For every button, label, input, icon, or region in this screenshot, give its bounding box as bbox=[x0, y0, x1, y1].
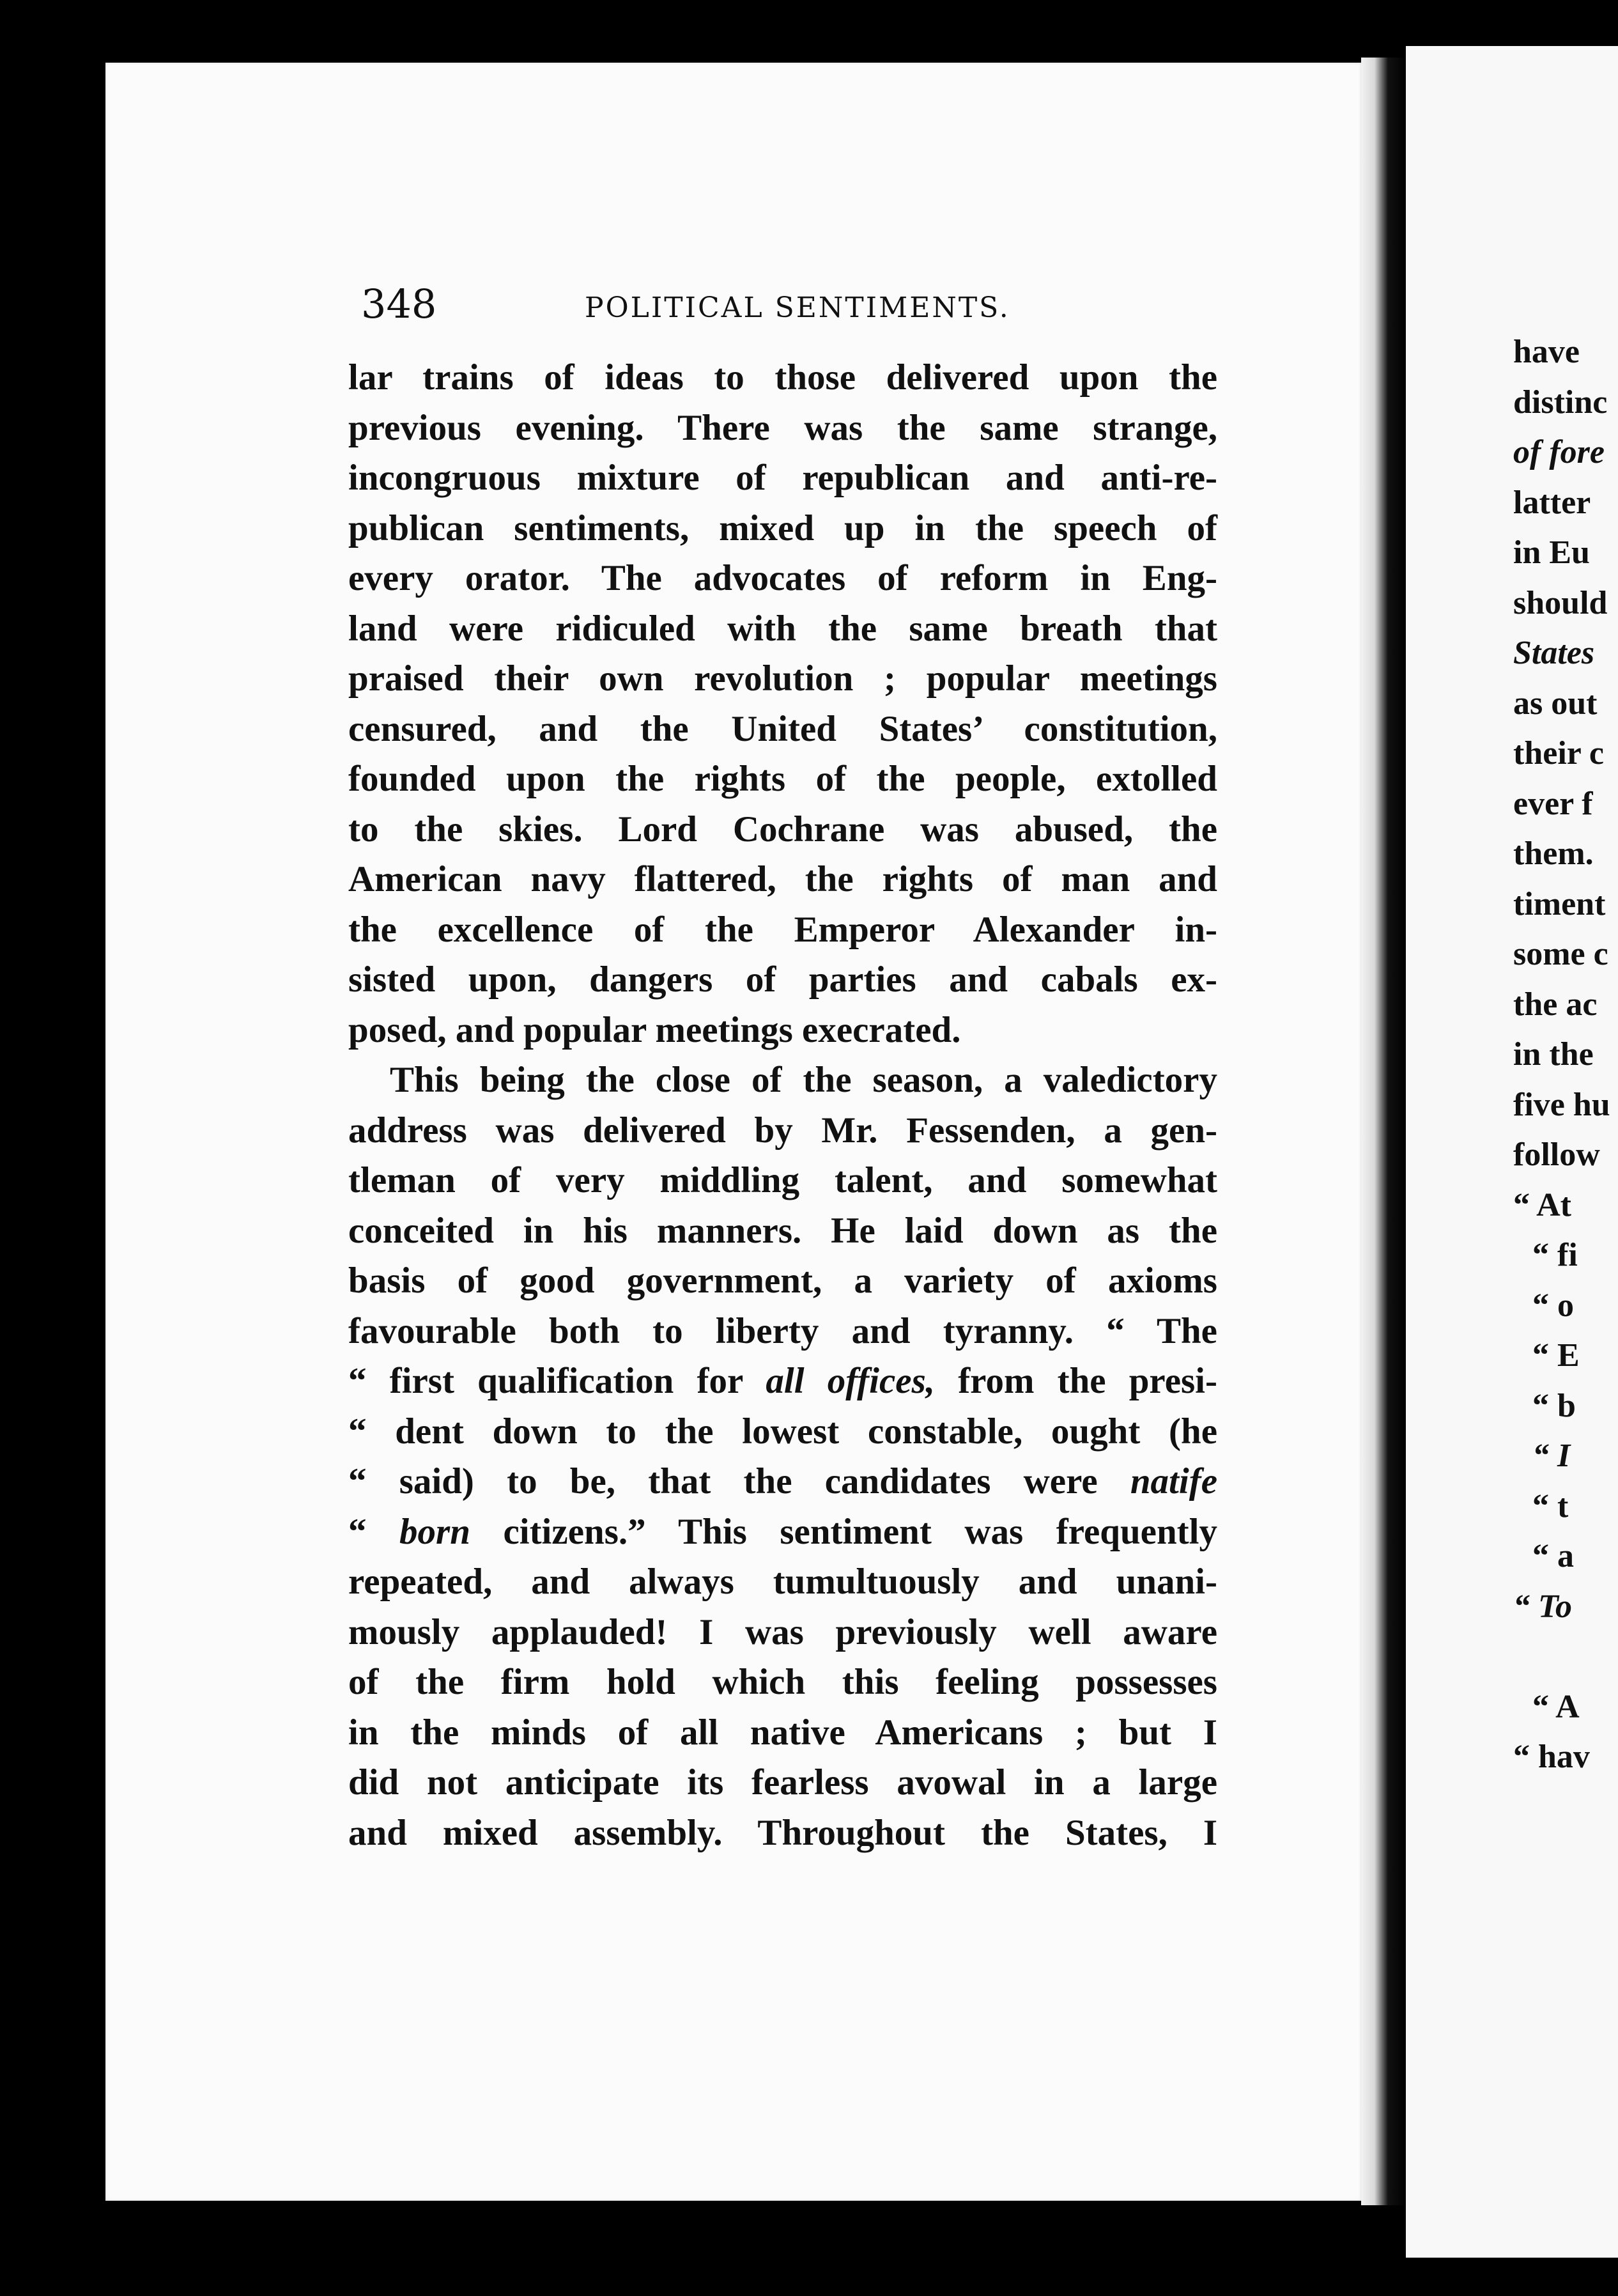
body-text bbox=[348, 353, 1217, 1858]
facing-line: their c bbox=[1513, 735, 1604, 772]
facing-line: follow bbox=[1513, 1136, 1600, 1173]
facing-line: them. bbox=[1513, 835, 1594, 872]
italic-natife: natife bbox=[1130, 1461, 1217, 1501]
facing-line: “ hav bbox=[1513, 1739, 1590, 1775]
text-line: incongruous mixture of republican and anti-re- bbox=[348, 458, 1217, 498]
italic-offices: all offices, bbox=[766, 1361, 936, 1401]
facing-line: States bbox=[1513, 635, 1595, 671]
facing-line: timent bbox=[1513, 885, 1606, 922]
facing-line: distinc bbox=[1513, 384, 1608, 421]
text-line: previous evening. There was the same strange, bbox=[348, 407, 1217, 448]
text-line: “ dent down to the lowest constable, ought (he bbox=[348, 1411, 1217, 1452]
facing-line: “ b bbox=[1532, 1387, 1576, 1424]
running-head: POLITICAL SENTIMENTS. bbox=[585, 291, 1010, 324]
facing-page-text bbox=[1513, 327, 1618, 1783]
text-line: the excellence of the Emperor Alexander in- bbox=[348, 909, 1217, 950]
text-line: of the firm hold which this feeling possesses bbox=[348, 1662, 1217, 1702]
text-line: and mixed assembly. Throughout the States, I bbox=[348, 1812, 1217, 1853]
facing-line: as out bbox=[1513, 685, 1598, 722]
facing-line: “ A bbox=[1532, 1688, 1580, 1725]
text-line: mously applauded! I was previously well aware bbox=[348, 1611, 1217, 1652]
text-line: praised their own revolution ; popular meetings bbox=[348, 658, 1217, 699]
text-line: publican sentiments, mixed up in the speech of bbox=[348, 508, 1217, 548]
facing-line bbox=[1513, 1632, 1618, 1682]
text-line: every orator. The advocates of reform in Eng- bbox=[348, 558, 1217, 598]
text-line: repeated, and always tumultuously and unani- bbox=[348, 1562, 1217, 1602]
text-line: sisted upon, dangers of parties and cabals ex- bbox=[348, 959, 1217, 1000]
text-line: founded upon the rights of the people, extolled bbox=[348, 759, 1217, 799]
text-line: did not anticipate its fearless avowal in a large bbox=[348, 1762, 1217, 1803]
text-line: tleman of very middling talent, and somewhat bbox=[348, 1160, 1217, 1200]
text-line: land were ridiculed with the same breath that bbox=[348, 608, 1217, 649]
text-line: lar trains of ideas to those delivered upon the bbox=[348, 357, 1217, 398]
facing-line: “ I bbox=[1532, 1438, 1571, 1474]
quote-line-natife: “ said) to be, that the candidates were natife bbox=[348, 1461, 1217, 1501]
text-line: in the minds of all native Americans ; but I bbox=[348, 1712, 1217, 1753]
facing-line: “ o bbox=[1532, 1287, 1574, 1324]
facing-line: latter bbox=[1513, 484, 1591, 521]
facing-line: some c bbox=[1513, 936, 1608, 972]
facing-line: “ a bbox=[1532, 1538, 1574, 1574]
text-line: favourable both to liberty and tyranny. “ The bbox=[348, 1310, 1217, 1351]
text-line: address was delivered by Mr. Fessenden, a gen- bbox=[348, 1110, 1217, 1151]
page-number: 348 bbox=[361, 281, 437, 327]
paragraph-start: This being the close of the season, a valedictory bbox=[390, 1060, 1217, 1100]
text-line: posed, and popular meetings execrated. bbox=[348, 1009, 961, 1050]
text-line: to the skies. Lord Cochrane was abused, the bbox=[348, 809, 1217, 849]
facing-line: ever f bbox=[1513, 785, 1593, 822]
facing-line: “ To bbox=[1513, 1588, 1572, 1625]
text-line: American navy flattered, the rights of man and bbox=[348, 859, 1217, 899]
quote-line-born: “ born citizens.” This sentiment was frequently bbox=[348, 1511, 1217, 1552]
page-header bbox=[361, 279, 1217, 330]
facing-line: “ At bbox=[1513, 1186, 1571, 1223]
text-line: conceited in his manners. He laid down as the bbox=[348, 1210, 1217, 1251]
italic-born: born bbox=[399, 1511, 470, 1552]
facing-line: of fore bbox=[1513, 434, 1605, 470]
facing-line: in Eu bbox=[1513, 534, 1590, 571]
facing-line: five hu bbox=[1513, 1086, 1610, 1123]
text-line: censured, and the United States’ constitution, bbox=[348, 708, 1217, 749]
facing-line: in the bbox=[1513, 1036, 1594, 1073]
facing-line: should bbox=[1513, 584, 1608, 621]
facing-line: the ac bbox=[1513, 986, 1598, 1023]
quote-line-offices: “ first qualification for all offices, from the presi- bbox=[348, 1361, 1217, 1401]
facing-line: “ E bbox=[1532, 1337, 1580, 1374]
facing-line: “ fi bbox=[1532, 1237, 1578, 1273]
facing-line: “ t bbox=[1532, 1487, 1569, 1524]
facing-line: have bbox=[1513, 334, 1580, 370]
text-line: basis of good government, a variety of axioms bbox=[348, 1260, 1217, 1301]
book-gutter bbox=[1361, 58, 1406, 2205]
